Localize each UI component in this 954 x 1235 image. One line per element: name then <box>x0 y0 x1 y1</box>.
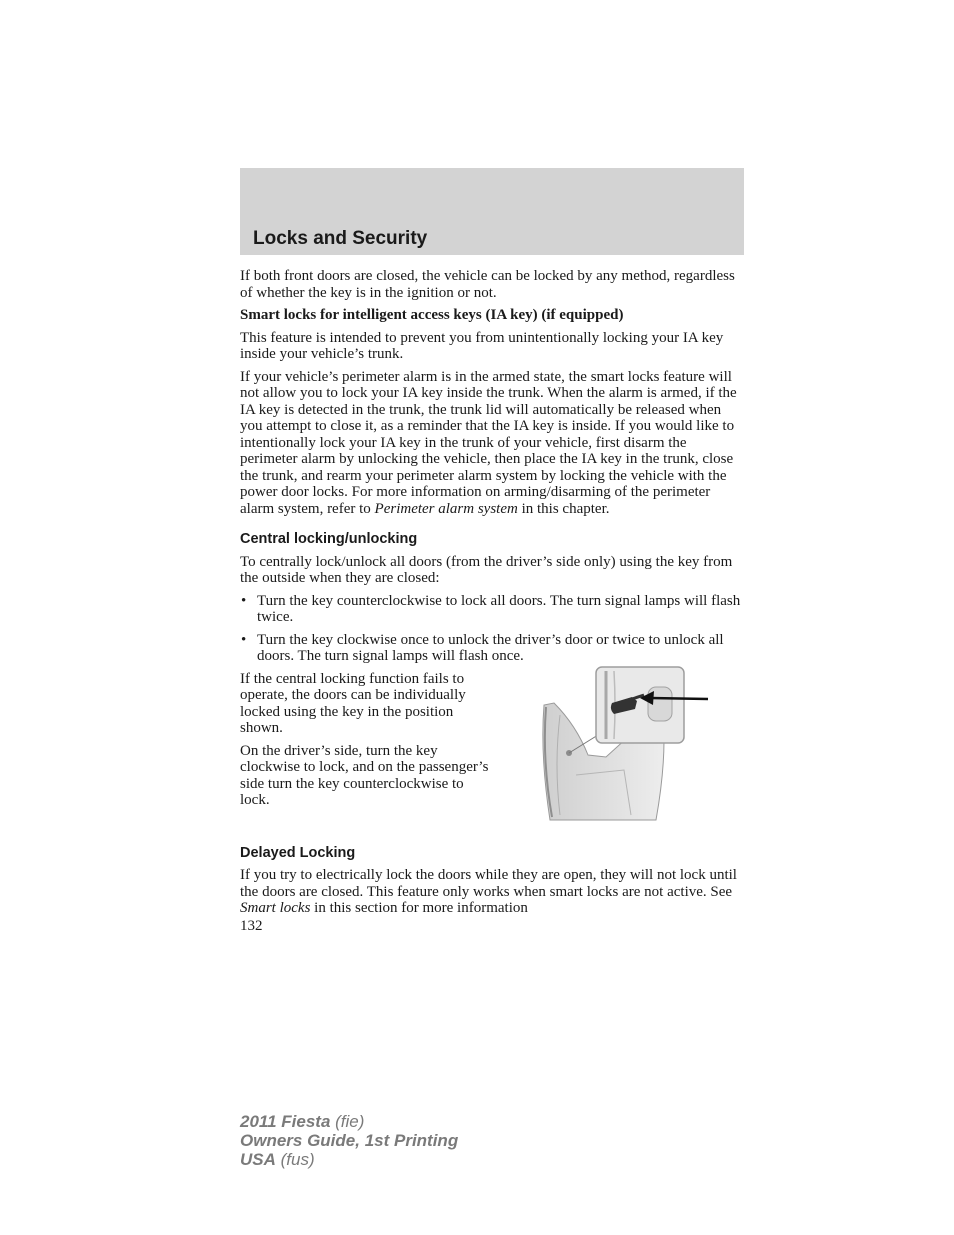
footer-region: USA <box>240 1150 276 1169</box>
footer-guide-line <box>240 1131 458 1150</box>
delayed-text-a: If you try to electrically lock the doors while they are open, they will not lock until the doors are closed. This feature only works when smart locks are not active. See <box>240 867 737 900</box>
footer-model-line <box>240 1112 458 1131</box>
bullet-item-lock <box>240 593 744 626</box>
delayed-locking-paragraph <box>240 867 744 917</box>
key-lock-section <box>240 671 744 843</box>
key-lock-text <box>240 671 490 809</box>
intro-paragraph: If both front doors are closed, the vehicle can be locked by any method, regardless of whether the key is in the ignition or not. <box>240 268 735 301</box>
delayed-text-b: in this section for more information <box>310 900 528 916</box>
footer <box>240 1112 458 1169</box>
fail-paragraph: If the central locking function fails to operate, the doors can be individually locked using the key in the position shown. <box>240 670 466 736</box>
bullet-text: Turn the key counterclockwise to lock all doors. The turn signal lamps will flash twice. <box>257 592 741 625</box>
footer-region-line <box>240 1150 458 1169</box>
smart-p2-text-b: in this chapter. <box>517 500 610 517</box>
bullet-item-unlock <box>240 632 744 665</box>
driver-side-paragraph: On the driver’s side, turn the key clockwise to lock, and on the passenger’s side turn the key counterclockwise to lock. <box>240 742 489 808</box>
section-title: Locks and Security <box>253 228 428 249</box>
smart-p2-text-a: If your vehicle’s perimeter alarm is in the armed state, the smart locks feature will not allow you to lock your IA key inside the trunk. When the alarm is armed, if the IA key is detected in the trunk, the trunk lid will automatically be released when you attempt to close it, as a reminder that the IA key is inside. If you would like to intentionally lock your IA key in the trunk of your vehicle, first disarm the perimeter alarm by unlocking the vehicle, then place the IA key in the trunk, close the trunk, and rearm your perimeter alarm system by locking the vehicle with the power door locks. For more information on arming/disarming of the perimeter alarm system, refer to <box>240 368 737 517</box>
central-locking-bullets <box>240 593 744 665</box>
perimeter-alarm-reference: Perimeter alarm system <box>374 500 518 517</box>
door-key-illustration <box>536 665 716 825</box>
central-locking-intro: To centrally lock/unlock all doors (from the driver’s side only) using the key from the outside when they are closed: <box>240 553 733 586</box>
smart-locks-heading: Smart locks for intelligent access keys (IA key) (if equipped) <box>240 307 624 323</box>
smart-locks-reference: Smart locks <box>240 900 311 916</box>
bullet-dot: • <box>241 631 247 648</box>
bullet-dot: • <box>241 592 247 609</box>
arrow-icon <box>650 698 708 699</box>
footer-model-code: (fie) <box>330 1112 365 1131</box>
footer-guide: Owners Guide, 1st Printing <box>240 1131 459 1150</box>
bullet-text: Turn the key clockwise once to unlock the driver’s door or twice to unlock all doors. The turn signal lamps will flash once. <box>257 631 724 664</box>
central-locking-heading: Central locking/unlocking <box>240 531 418 547</box>
delayed-locking-heading: Delayed Locking <box>240 844 356 861</box>
page-content <box>240 268 744 934</box>
section-header-band <box>240 168 744 255</box>
page-number: 132 <box>240 917 263 934</box>
smart-locks-paragraph-1: This feature is intended to prevent you from unintentionally locking your IA key inside your vehicle’s trunk. <box>240 329 724 362</box>
smart-locks-paragraph-2 <box>240 369 744 518</box>
footer-model: 2011 Fiesta <box>240 1112 331 1131</box>
footer-region-code: (fus) <box>275 1150 315 1169</box>
